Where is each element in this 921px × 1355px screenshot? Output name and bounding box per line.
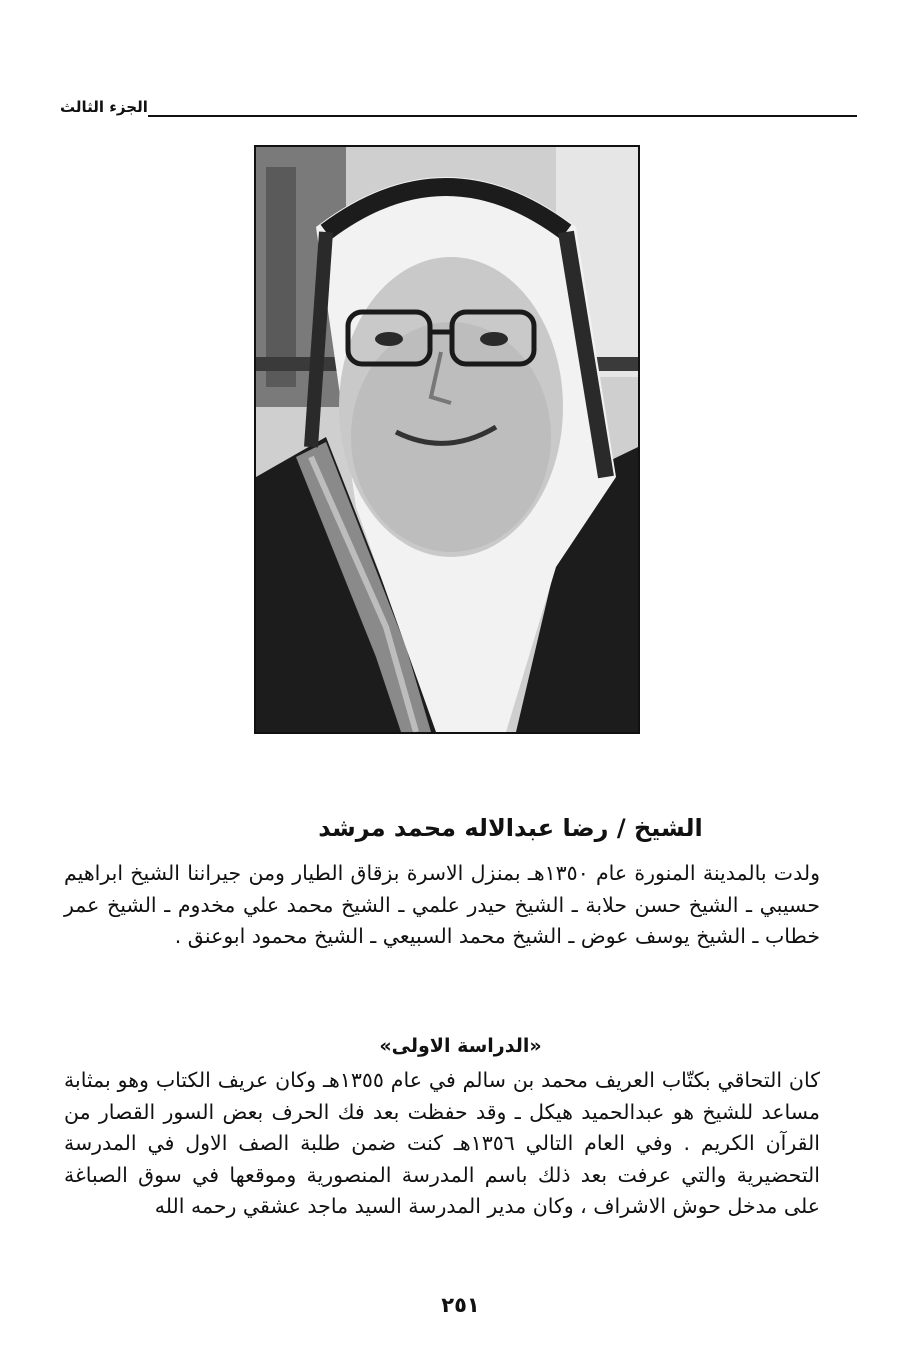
- header-rule: [148, 115, 857, 117]
- page-header: [60, 96, 857, 126]
- page-number: ٢٥١: [441, 1293, 480, 1317]
- portrait-photo-icon: [256, 147, 638, 732]
- first-study-heading: «الدراسة الاولى»: [379, 1035, 542, 1057]
- header-title: الجزء الثالث: [60, 98, 148, 116]
- portrait-photo: [254, 145, 640, 734]
- biography-heading: الشيخ / رضا عبدالاله محمد مرشد: [318, 814, 703, 842]
- first-study-paragraph: كان التحاقي بكتّاب العريف محمد بن سالم في عام ١٣٥٥هـ وكان عريف الكتاب وهو بمثابة مساعد للشيخ هو عبدالحميد هيكل ـ وقد حفظت بعد فك الحرف بعض السور القصار من القرآن الكريم . وفي العام التالي ١٣٥٦هـ كنت ضمن طلبة الصف الاول في المدرسة التحضيرية والتي عرفت بعد ذلك باسم المدرسة المنصورية وموقعها في سوق الصباغة على مدخل حوش الاشراف ، وكان مدير المدرسة السيد ماجد عشقي رحمه الله: [64, 1068, 820, 1218]
- biography-paragraph: ولدت بالمدينة المنورة عام ١٣٥٠هـ بمنزل الاسرة بزقاق الطيار ومن جيراننا الشيخ ابراهيم حسيبي ـ الشيخ حسن حلابة ـ الشيخ حيدر علمي ـ الشيخ محمد علي مخدوم ـ الشيخ عمر خطاب ـ الشيخ يوسف عوض ـ الشيخ محمد السبيعي ـ الشيخ محمود ابوعنق .: [64, 861, 820, 948]
